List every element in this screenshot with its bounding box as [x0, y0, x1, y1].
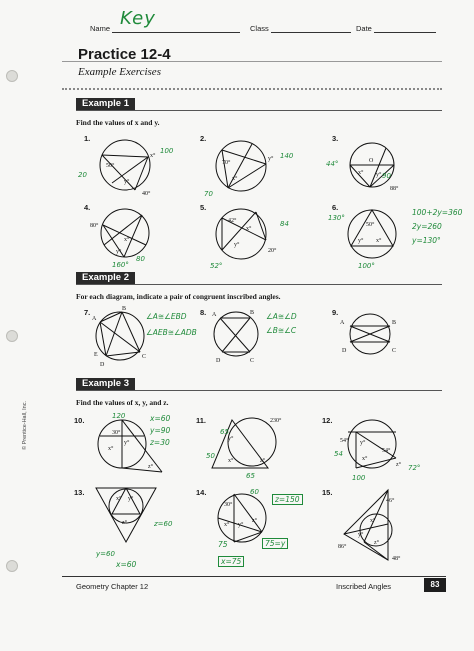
label-x: x° — [370, 518, 376, 524]
label-230: 230° — [270, 418, 282, 424]
label-20: 20° — [268, 248, 277, 254]
label-x: x° — [150, 153, 156, 159]
label-y: y° — [376, 172, 382, 178]
figure-4 — [90, 205, 160, 269]
answer-y: 90 — [382, 172, 391, 180]
label-80: 80° — [90, 223, 99, 229]
label-D: D — [100, 362, 105, 368]
instruction-3: Find the values of x, y, and z. — [76, 398, 169, 407]
work-line: y=130° — [412, 236, 441, 245]
label-x: x° — [358, 170, 364, 176]
answer-y: 54 — [334, 450, 343, 458]
section-example-2: Example 2 — [76, 272, 135, 284]
figure-2 — [204, 138, 294, 198]
label-O: O — [369, 158, 374, 164]
label-y: y° — [358, 532, 364, 538]
copyright-side-text: © Prentice-Hall, Inc. — [22, 401, 28, 450]
figure-9 — [342, 312, 402, 367]
name-label: Name — [90, 24, 111, 33]
answer-arc: 60 — [250, 488, 259, 496]
label-54a: 54° — [340, 438, 349, 444]
page-subtitle: Example Exercises — [78, 66, 161, 78]
date-field — [356, 24, 436, 33]
answer-14y: 75=y — [262, 538, 288, 549]
problem-number: 8. — [200, 308, 207, 317]
answer-x: 44° — [326, 160, 339, 168]
label-z: z° — [148, 464, 154, 470]
label-x: x° — [108, 446, 114, 452]
label-E: E — [94, 352, 98, 358]
label-86: 86° — [338, 544, 347, 550]
label-D: D — [342, 348, 347, 354]
problem-number: 15. — [322, 488, 333, 497]
answer-y: 160° — [112, 261, 129, 269]
section-rule — [76, 284, 442, 285]
label-30: 30° — [112, 430, 121, 436]
instruction-2: For each diagram, indicate a pair of congruent inscribed angles. — [76, 292, 281, 301]
label-50: 50° — [366, 222, 375, 228]
problem-number: 7. — [84, 308, 91, 317]
figure-1 — [78, 135, 174, 197]
section-rule — [76, 390, 442, 391]
problem-number: 1. — [84, 134, 91, 143]
answer-10x: x=60 — [150, 414, 171, 423]
label-40: 40° — [142, 191, 151, 197]
answer-x: 84 — [280, 220, 289, 228]
problem-number: 13. — [74, 488, 85, 497]
label-A: A — [340, 320, 345, 326]
section-rule — [76, 110, 442, 111]
label-z: z° — [260, 458, 266, 464]
problem-number: 12. — [322, 416, 333, 425]
problem-number: 3. — [332, 134, 339, 143]
label-42: 42° — [228, 218, 237, 224]
instruction-1: Find the values of x and y. — [76, 118, 160, 127]
label-x: x° — [376, 238, 382, 244]
figure-13 — [92, 484, 173, 558]
footer-left: Geometry Chapter 12 — [76, 582, 149, 591]
figure-11 — [206, 412, 286, 480]
problem-number: 2. — [200, 134, 207, 143]
answer-14z: z=150 — [272, 494, 303, 505]
label-z: z° — [374, 540, 380, 546]
work-line: 100+2y=360 — [412, 208, 463, 217]
answer-z: z=60 — [154, 520, 173, 528]
class-field — [250, 24, 351, 33]
label-A: A — [212, 312, 217, 318]
problem-number: 9. — [332, 308, 339, 317]
label-30: 30° — [224, 502, 233, 508]
answer-13x: x=60 — [116, 560, 137, 569]
label-y: y° — [358, 238, 364, 244]
label-y: y° — [228, 436, 234, 442]
label-48: 48° — [392, 556, 401, 562]
answer-y: 52° — [210, 262, 223, 270]
answer-8b: ∠B≅∠C — [266, 326, 297, 335]
name-field — [90, 24, 240, 33]
section-example-3: Example 3 — [76, 378, 135, 390]
label-C: C — [392, 348, 397, 354]
answer-y: 130° — [328, 214, 345, 222]
problem-number: 4. — [84, 203, 91, 212]
answer-7b: ∠AEB≅∠ADB — [146, 328, 197, 337]
label-B: B — [250, 310, 255, 316]
label-y: y° — [116, 249, 122, 255]
label-y: y° — [238, 522, 244, 528]
figure-15 — [338, 484, 418, 564]
label-x: x° — [228, 458, 234, 464]
label-x: x° — [362, 456, 368, 462]
figure-12 — [334, 414, 421, 482]
name-handwritten: Key — [120, 8, 156, 29]
label-46: 46° — [386, 498, 395, 504]
label-x: x° — [116, 496, 122, 502]
problem-number: 6. — [332, 203, 339, 212]
footer-right: Inscribed Angles — [336, 582, 392, 591]
answer-10y: y=90 — [150, 426, 171, 435]
answer-x: 100° — [358, 262, 375, 270]
class-label: Class — [250, 24, 269, 33]
label-y: y° — [124, 179, 130, 185]
answer-z: 65 — [246, 472, 255, 480]
answer-x: 70 — [204, 190, 213, 198]
label-x: x° — [224, 522, 230, 528]
label-50: 50° — [106, 163, 115, 169]
label-A: A — [92, 316, 97, 322]
footer-rule — [62, 576, 446, 577]
work-line: 2y=260 — [412, 222, 442, 231]
problem-number: 14. — [196, 488, 207, 497]
figure-8 — [210, 310, 270, 365]
label-x: x° — [124, 237, 130, 243]
title-rule — [62, 61, 442, 62]
label-z: z° — [122, 520, 128, 526]
problem-number: 11. — [196, 416, 207, 425]
answer-14x: x=75 — [218, 556, 244, 567]
label-C: C — [142, 354, 147, 360]
label-y: y° — [234, 242, 240, 248]
answer-10z: z=30 — [150, 438, 170, 447]
problem-number: 10. — [74, 416, 85, 425]
answer-y: 140 — [280, 152, 294, 160]
label-B: B — [392, 320, 397, 326]
problem-number: 5. — [200, 203, 207, 212]
label-C: C — [250, 358, 255, 364]
figure-7 — [92, 308, 152, 368]
page-number: 83 — [424, 578, 446, 592]
label-88: 88° — [390, 186, 399, 192]
answer-7a: ∠A≅∠EBD — [146, 312, 187, 321]
answer-x: 100 — [352, 474, 366, 482]
label-z: z° — [396, 462, 402, 468]
answer-x: 50 — [206, 452, 215, 460]
date-label: Date — [356, 24, 372, 33]
answer-14-75: 75 — [218, 540, 228, 549]
answer-x: 80 — [136, 255, 145, 263]
figure-6 — [328, 206, 412, 270]
label-x: x° — [246, 226, 252, 232]
answer-z: 72° — [408, 464, 421, 472]
page-title: Practice 12-4 — [78, 46, 171, 63]
answer-arc: 120 — [112, 412, 126, 420]
divider — [62, 88, 442, 90]
figure-3 — [326, 140, 412, 195]
label-x: x° — [232, 176, 238, 182]
answer-8a: ∠A≅∠D — [266, 312, 297, 321]
label-z: z° — [252, 518, 258, 524]
answer-y: y=60 — [96, 550, 115, 558]
answer-x: 100 — [160, 147, 174, 155]
answer-y: 20 — [78, 171, 87, 179]
label-y: y° — [124, 440, 130, 446]
answer-y: 65 — [220, 428, 229, 436]
label-D: D — [216, 358, 221, 364]
label-54b: 54° — [382, 448, 391, 454]
section-example-1: Example 1 — [76, 98, 135, 110]
figure-5 — [208, 206, 289, 270]
label-70: 70° — [222, 160, 231, 166]
label-y: y° — [268, 156, 274, 162]
label-y: y° — [128, 496, 134, 502]
label-B: B — [122, 306, 127, 312]
label-y: y° — [360, 440, 366, 446]
